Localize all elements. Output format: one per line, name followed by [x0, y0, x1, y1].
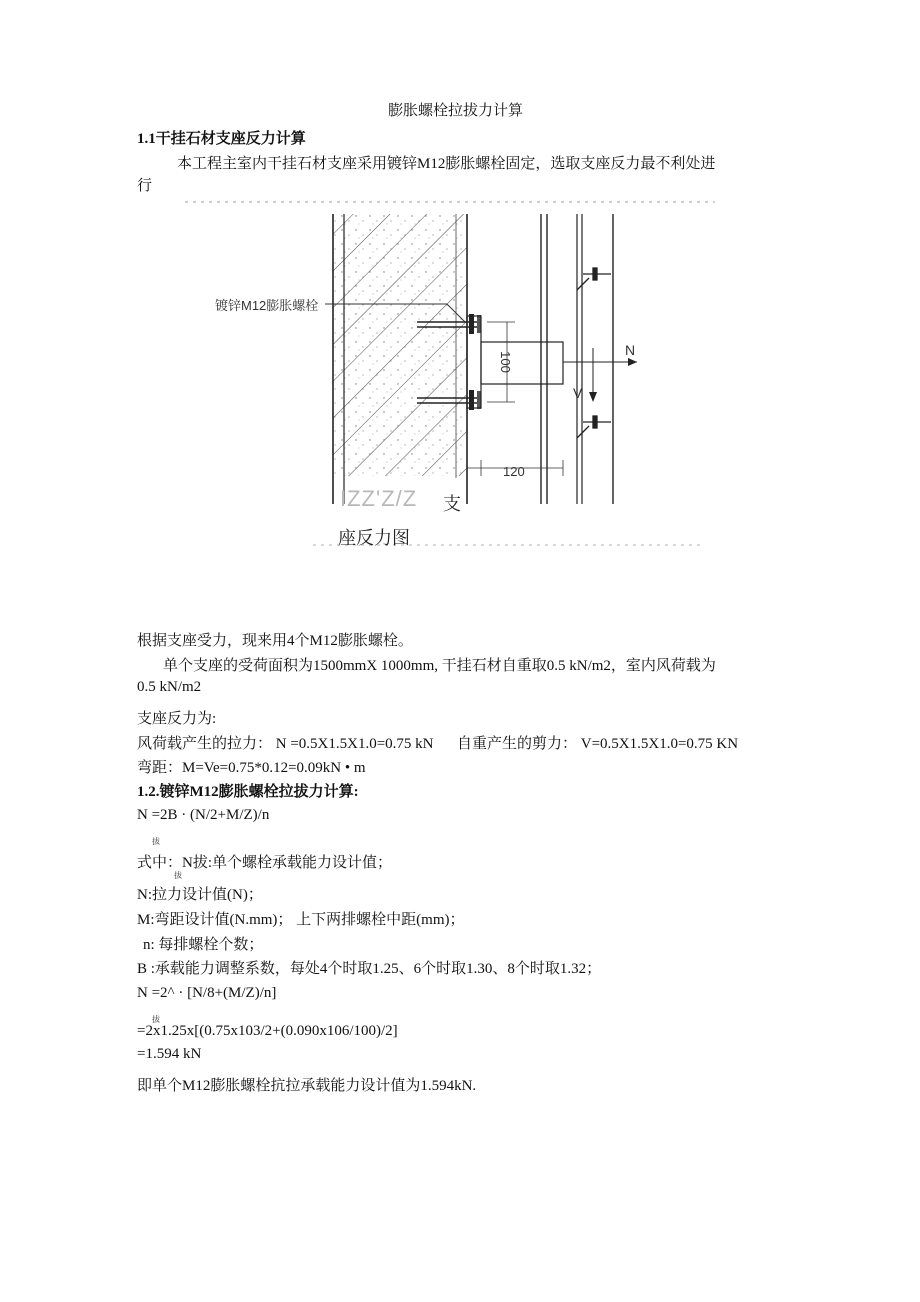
formula-6: B :承载能力调整系数，每处4个时取1.25、6个时取1.30、8个时取1.32； — [137, 961, 602, 977]
bolt-label: 镀锌M12膨胀螺栓 — [215, 298, 319, 313]
subscript-ba-1: 拔 — [152, 837, 160, 846]
formula-4: M:弯距设计值(N.mm)； 上下两排螺栓中距(mm)； — [137, 912, 465, 928]
formula-2: 式中：N拔:单个螺栓承载能力设计值； — [137, 855, 393, 871]
paragraph-5b: 自重产生的剪力： V=0.5X1.5X1.0=0.75 KN — [457, 736, 739, 752]
dimension-100-label: 100 — [498, 351, 513, 373]
formula-7: N =2^ · [N/8+(M/Z)/n] — [137, 985, 277, 1001]
conclusion: 即单个M12膨胀螺栓抗拉承载能力设计值为1.594kN. — [137, 1078, 477, 1094]
paragraph-5a: 风荷载产生的拉力： N =0.5X1.5X1.0=0.75 kN — [137, 736, 434, 752]
paragraph-1-line-2: 行 — [137, 178, 153, 194]
dimension-120-label: 120 — [503, 464, 525, 479]
paragraph-3-line-1: 单个支座的受荷面积为1500mmX 1000mm, 干挂石材自重取0.5 kN/m2，室内风荷载为 — [163, 658, 716, 674]
force-n-label: N — [625, 342, 636, 358]
formula-9: =1.594 kN — [137, 1046, 202, 1062]
paragraph-3-line-2: 0.5 kN/m2 — [137, 679, 202, 695]
paragraph-1-line-1: 本工程主室内干挂石材支座采用镀锌M12膨胀螺栓固定，选取支座反力最不利处进 — [177, 156, 716, 172]
paragraph-4: 支座反力为: — [137, 711, 217, 727]
formula-8: =2x1.25x[(0.75x103/2+(0.090x106/100)/2] — [137, 1023, 398, 1039]
support-reaction-figure — [185, 198, 725, 553]
formula-3: N:拉力设计值(N)； — [137, 887, 263, 903]
figure-caption-part-a: 支 — [443, 494, 461, 514]
formula-5: n: 每排螺栓个数； — [143, 937, 264, 953]
subscript-ba-3: 拔 — [152, 1015, 160, 1024]
paragraph-6: 弯距：M=Ve=0.75*0.12=0.09kN • m — [137, 760, 366, 776]
figure-caption-part-b: 座反力图 — [338, 528, 410, 548]
figure-caption-garbled: IZZ'Z/Z — [340, 486, 418, 511]
subscript-ba-2: 拔 — [174, 871, 182, 880]
force-v-label: V — [573, 385, 583, 401]
paragraph-2: 根据支座受力，现来用4个M12膨胀螺栓。 — [137, 633, 413, 649]
section-heading-1-2: 1.2.镀锌M12膨胀螺栓拉拔力计算: — [137, 784, 359, 800]
formula-1: N =2B · (N/2+M/Z)/n — [137, 807, 270, 823]
section-heading-1-1: 1.1干挂石材支座反力计算 — [137, 131, 306, 147]
document-title: 膨胀螺栓拉拔力计算 — [388, 103, 524, 119]
